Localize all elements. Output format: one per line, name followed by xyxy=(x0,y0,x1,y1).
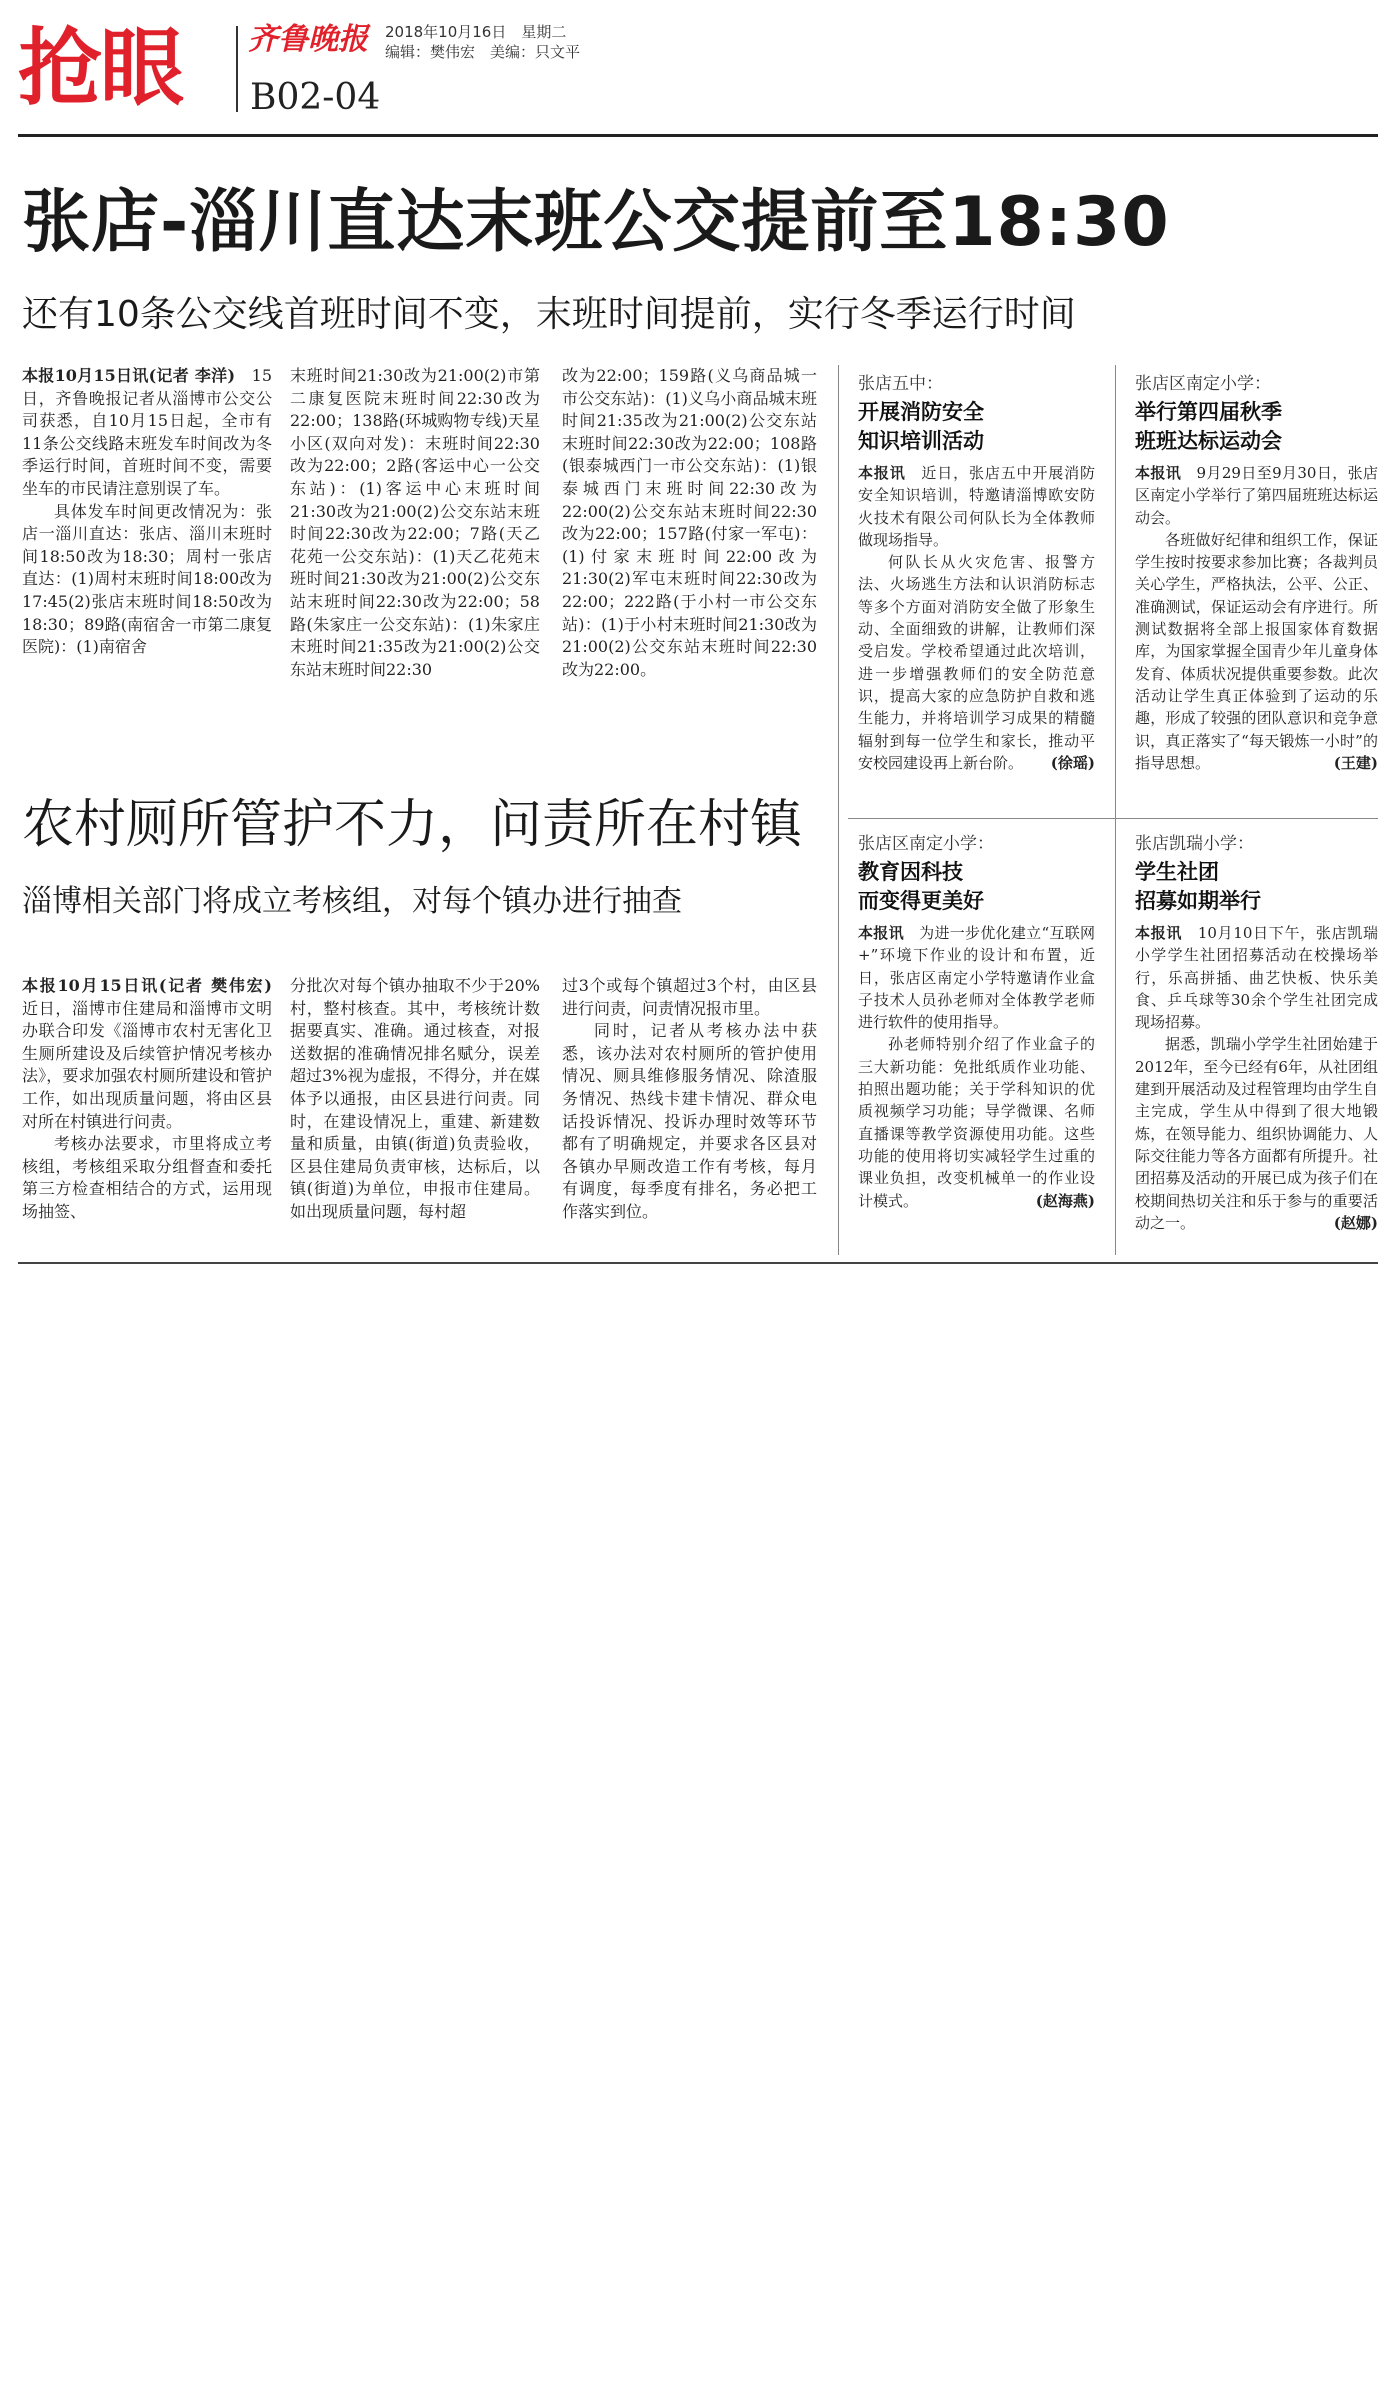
news-row-divider xyxy=(848,818,1378,819)
article2-byline: 本报10月15日讯(记者 樊伟宏) xyxy=(22,976,272,995)
article2-column-3 xyxy=(562,975,817,1224)
article1-paragraph-4: 改为22:00；159路(义乌商品城一市公交东站)：(1)义乌小商品城末班时间21:35改为21:00(2)公交东站末班时间22:30改为22:00；108路(银泰城西门一市公交东站)：(1)银泰城西门末班时间22:30改为22:00(2)公交东站末班时间22:30改为22:00；157路(付家一军屯)：(1)付家末班时间22:00改为21:30(2)军屯末班时间22:30改为22:00；222路(于小村一市公交东站)：(1)于小村末班时间21:30改为21:00(2)公交东站末班时间22:30改为22:00。 xyxy=(562,366,817,679)
news4-body: 本报讯 10月10日下午，张店凯瑞小学学生社团招募活动在校操场举行，乐高拼插、曲艺快板、快乐美食、乒乓球等30余个学生社团完成现场招募。 据悉，凯瑞小学学生社团始建于2012年，至今已经有6年，从社团组建到开展活动及过程管理均由学生自主完成，学生从中得到了很大地锻炼，在领导能力、组织协调能力、人际交往能力等各方面都有所提升。社团招募及活动的开展已成为孩子们在校期间热切关注和乐于参与的重要活动之一。 (赵娜) xyxy=(1135,922,1378,1234)
article2-paragraph-5: 同时，记者从考核办法中获悉，该办法对农村厕所的管护使用情况、厕具维修服务情况、除渣服务情况、热线卡建卡情况、群众电话投诉情况、投诉办理时效等环节都有了明确规定，并要求各区县对各镇办早厕改造工作有考核，每月有调度，每季度有排名，务必把工作落实到位。 xyxy=(562,1021,817,1221)
news2-signature: (王建) xyxy=(1333,753,1378,772)
article2-paragraph-1: 近日，淄博市住建局和淄博市文明办联合印发《淄博市农村无害化卫生厕所建设及后续管护情况考核办法》，要求加强农村厕所建设和管护工作，如出现质量问题，将由区县对所在村镇进行问责。 xyxy=(22,998,272,1131)
issue-editors: 编辑：樊伟宏 美编：只文平 xyxy=(385,43,581,61)
news1-school: 张店五中： xyxy=(858,374,943,394)
news1-signature: (徐瑶) xyxy=(1050,753,1095,772)
news4-title: 学生社团 招募如期举行 xyxy=(1135,860,1261,913)
news1-title: 开展消防安全 知识培训活动 xyxy=(858,400,984,453)
article1-paragraph-3: 末班时间21:30改为21:00(2)市第二康复医院末班时间22:30改为22:00；138路(环城购物专线)天星小区(双向对发)：末班时间22:30改为22:00；2路(客运中心一公交东站)：(1)客运中心末班时间21:30改为21:00(2)公交东站末班时间22:30改为22:00；7路(天乙花苑一公交东站)：(1)天乙花苑末班时间21:30改为21:00(2)公交东站末班时间22:30改为22:00；58路(朱家庄一公交东站)：(1)朱家庄末班时间21:35改为21:00(2)公交东站末班时间22:30 xyxy=(290,366,540,679)
article1-paragraph-2: 具体发车时间更改情况为：张店一淄川直达：张店、淄川末班时间18:50改为18:30；周村一张店直达：(1)周村末班时间18:00改为17:45(2)张店末班时间18:50改为18:30；89路(南宿舍一市第二康复医院)：(1)南宿舍 xyxy=(22,501,272,657)
news3-body: 本报讯 为进一步优化建立“互联网+”环境下作业的设计和布置，近日，张店区南定小学特邀请作业盒子技术人员孙老师对全体教学老师进行软件的使用指导。 孙老师特别介绍了作业盒子的三大新功能：免批纸质作业功能、拍照出题功能；关于学科知识的优质视频学习功能；导学微课、名师直播课等教学资源使用功能。这些功能的使用将切实减轻学生过重的课业负担，改变机械单一的作业设计模式。 (赵海燕) xyxy=(858,922,1095,1212)
article2-paragraph-2: 考核办法要求，市里将成立考核组，考核组采取分组督查和委托第三方检查相结合的方式，运用现场抽签、 xyxy=(22,1134,272,1221)
article2-paragraph-4: 过3个或每个镇超过3个村，由区县进行问责，问责情况报市里。 xyxy=(562,976,817,1018)
article1-column-2 xyxy=(290,365,540,681)
article2-headline: 农村厕所管护不力，问责所在村镇 xyxy=(22,795,803,855)
news3-title: 教育因科技 而变得更美好 xyxy=(858,860,984,913)
news3-school: 张店区南定小学： xyxy=(858,834,994,854)
article1-column-1 xyxy=(22,365,272,659)
news4-school: 张店凯瑞小学： xyxy=(1135,834,1254,854)
article1-headline: 张店-淄川直达末班公交提前至18:30 xyxy=(22,183,1170,262)
article1-column-3 xyxy=(562,365,817,681)
right-section-divider xyxy=(838,365,839,1255)
article2-column-1 xyxy=(22,975,272,1224)
news2-school: 张店区南定小学： xyxy=(1135,374,1271,394)
article2-deck: 淄博相关部门将成立考核组，对每个镇办进行抽查 xyxy=(22,884,682,919)
article2-column-2 xyxy=(290,975,540,1224)
article1-deck: 还有10条公交线首班时间不变，末班时间提前，实行冬季运行时间 xyxy=(22,294,1076,335)
news2-title: 举行第四届秋季 班班达标运动会 xyxy=(1135,400,1282,453)
page-number: B02-04 xyxy=(250,77,381,118)
news1-body: 本报讯 近日，张店五中开展消防安全知识培训，特邀请淄博欧安防火技术有限公司何队长为全体教师做现场指导。 何队长从火灾危害、报警方法、火场逃生方法和认识消防标志等多个方面对消防安全做了形象生动、全面细致的讲解，让教师们深受启发。学校希望通过此次培训，进一步增强教师们的安全防范意识，提高大家的应急防护自救和逃生能力，并将培训学习成果的精髓辐射到每一位学生和家长，推动平安校园建设再上新台阶。 (徐瑶) xyxy=(858,462,1095,774)
issue-date: 2018年10月16日 星期二 xyxy=(385,23,567,41)
masthead-rule xyxy=(18,134,1378,137)
newspaper-logo: 齐鲁晚报 xyxy=(248,22,368,57)
news2-body: 本报讯 9月29日至9月30日，张店区南定小学举行了第四届班班达标运动会。 各班做好纪律和组织工作，保证学生按时按要求参加比赛；各裁判员关心学生，严格执法，公平、公正、准确测试，保证运动会有序进行。所测试数据将全部上报国家体育数据库，为国家掌握全国青少年儿童身体发育、体质状况提供重要参数。此次活动让学生真正体验到了运动的乐趣，形成了较强的团队意识和竞争意识，真正落实了“每天锻炼一小时”的指导思想。 (王建) xyxy=(1135,462,1378,774)
news-column-divider xyxy=(1115,365,1116,1255)
article1-byline: 本报10月15日讯(记者 李洋) xyxy=(22,366,236,385)
section-logo: 抢眼 xyxy=(18,19,183,117)
news4-signature: (赵娜) xyxy=(1333,1213,1378,1232)
bottom-rule xyxy=(18,1262,1378,1264)
article1-paragraph-1: 15日，齐鲁晚报记者从淄博市公交公司获悉，自10月15日起，全市有11条公交线路末班发车时间改为冬季运行时间，首班时间不变，需要坐车的市民请注意别误了车。 xyxy=(22,366,272,498)
news3-signature: (赵海燕) xyxy=(1035,1191,1095,1210)
masthead-separator xyxy=(236,26,238,112)
article2-paragraph-3: 分批次对每个镇办抽取不少于20%村，整村核查。其中，考核统计数据要真实、准确。通过核查，对报送数据的准确情况排名赋分，误差超过3%视为虚报，不得分，并在媒体予以通报，由区县进行问责。同时，在建设情况上，重建、新建数量和质量，由镇(街道)负责验收，区县住建局负责审核，达标后，以镇(街道)为单位，申报市住建局。如出现质量问题，每村超 xyxy=(290,976,540,1221)
